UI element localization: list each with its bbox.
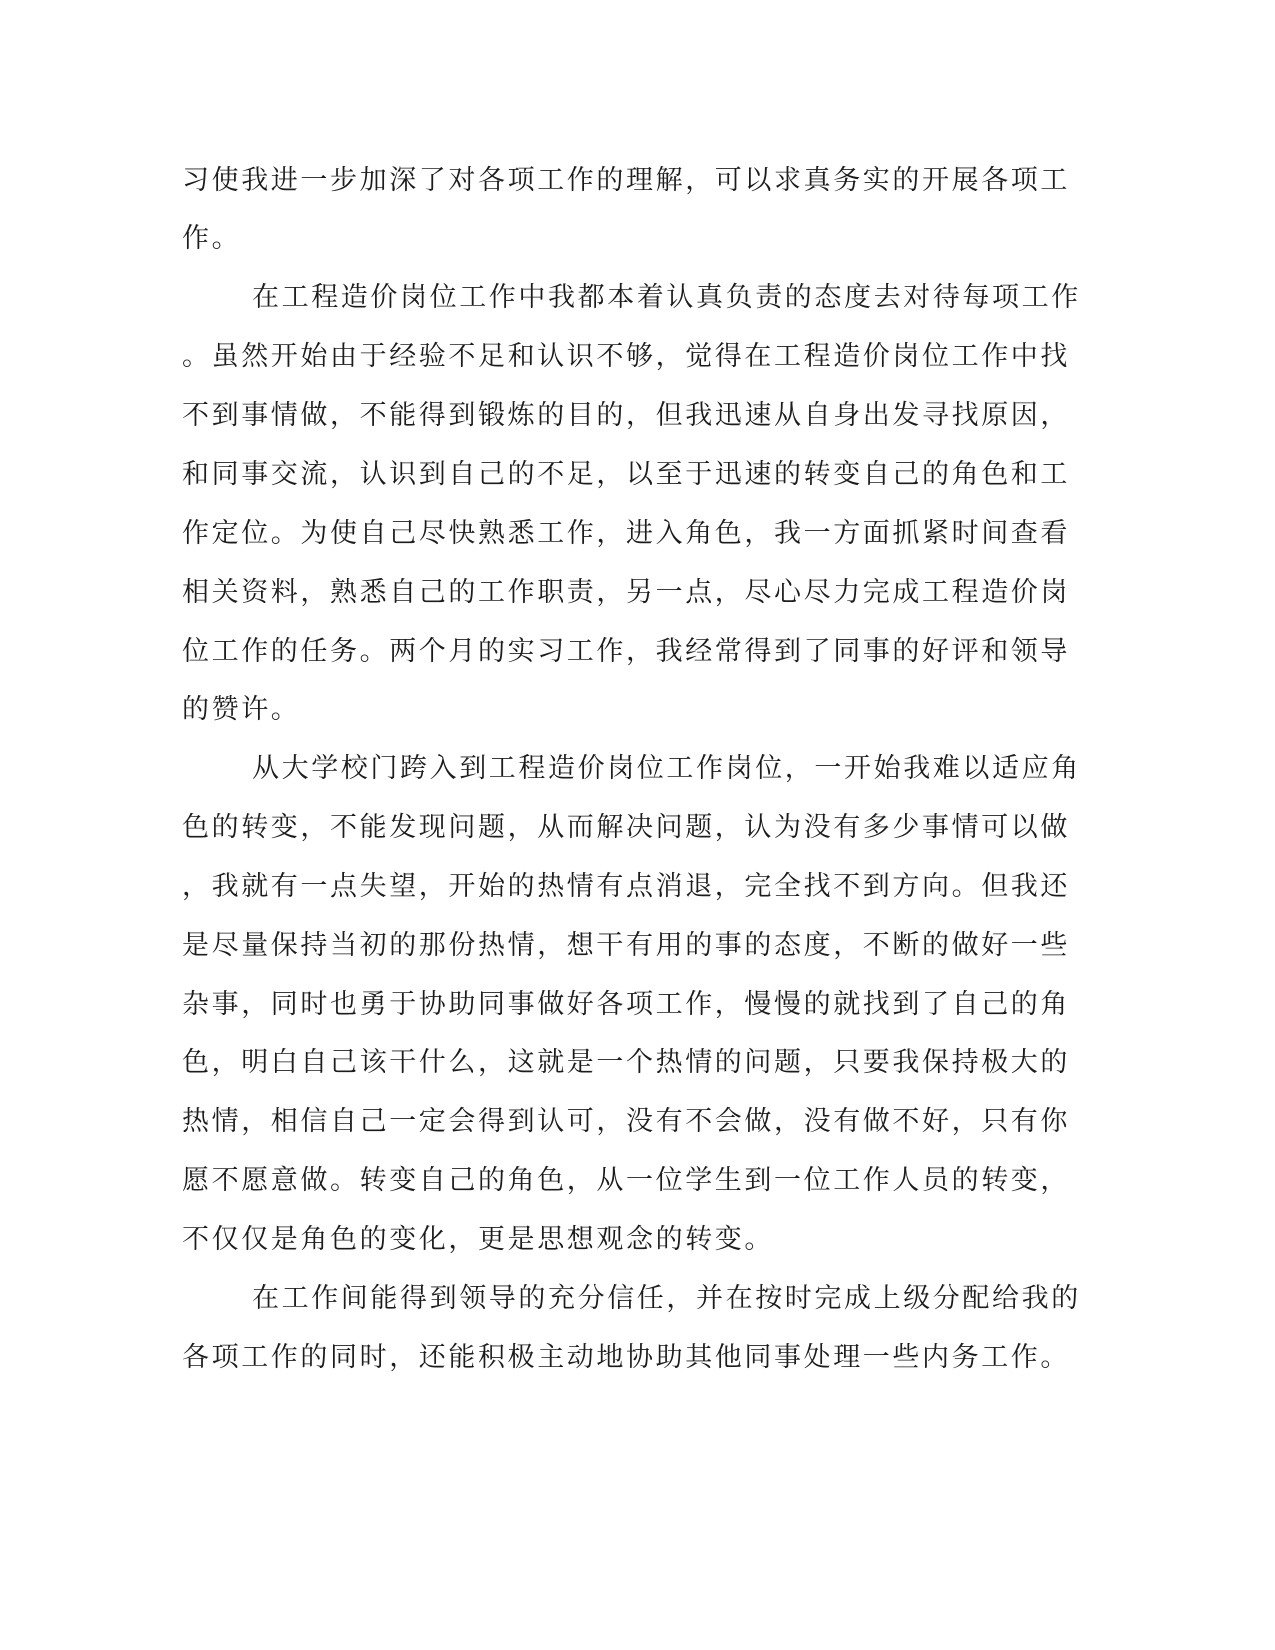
paragraph-line: 位工作的任务。两个月的实习工作，我经常得到了同事的好评和领导 [182,636,1070,667]
paragraph-line: 和同事交流，认识到自己的不足，以至于迅速的转变自己的角色和工 [182,459,1070,490]
paragraph-line: 。虽然开始由于经验不足和认识不够，觉得在工程造价岗位工作中找 [182,341,1070,372]
paragraph-line: 在工作间能得到领导的充分信任，并在按时完成上级分配给我的 [252,1283,1081,1314]
paragraph-line: 的赞许。 [182,694,301,725]
paragraph-line: 杂事，同时也勇于协助同事做好各项工作，慢慢的就找到了自己的角 [182,989,1070,1020]
paragraph-line: 不仅仅是角色的变化，更是思想观念的转变。 [182,1224,774,1255]
paragraph-line: 在工程造价岗位工作中我都本着认真负责的态度去对待每项工作 [252,282,1081,313]
paragraph-line: 作定位。为使自己尽快熟悉工作，进入角色，我一方面抓紧时间查看 [182,518,1070,549]
paragraph-line: 各项工作的同时，还能积极主动地协助其他同事处理一些内务工作。 [182,1342,1070,1373]
paragraph-line: 色，明白自己该干什么，这就是一个热情的问题，只要我保持极大的 [182,1047,1070,1078]
paragraph-line: 习使我进一步加深了对各项工作的理解，可以求真务实的开展各项工 [182,165,1070,196]
paragraph-line: 相关资料，熟悉自己的工作职责，另一点，尽心尽力完成工程造价岗 [182,577,1070,608]
paragraph-line: 热情，相信自己一定会得到认可，没有不会做，没有做不好，只有你 [182,1106,1070,1137]
paragraph-line: 是尽量保持当初的那份热情，想干有用的事的态度，不断的做好一些 [182,930,1070,961]
paragraph-line: ，我就有一点失望，开始的热情有点消退，完全找不到方向。但我还 [182,871,1070,902]
paragraph-line: 作。 [182,223,242,254]
paragraph-line: 色的转变，不能发现问题，从而解决问题，认为没有多少事情可以做 [182,812,1070,843]
paragraph-line: 愿不愿意做。转变自己的角色，从一位学生到一位工作人员的转变， [182,1165,1070,1196]
paragraph-line: 不到事情做，不能得到锻炼的目的，但我迅速从自身出发寻找原因， [182,400,1070,431]
paragraph-line: 从大学校门跨入到工程造价岗位工作岗位，一开始我难以适应角 [252,753,1081,784]
